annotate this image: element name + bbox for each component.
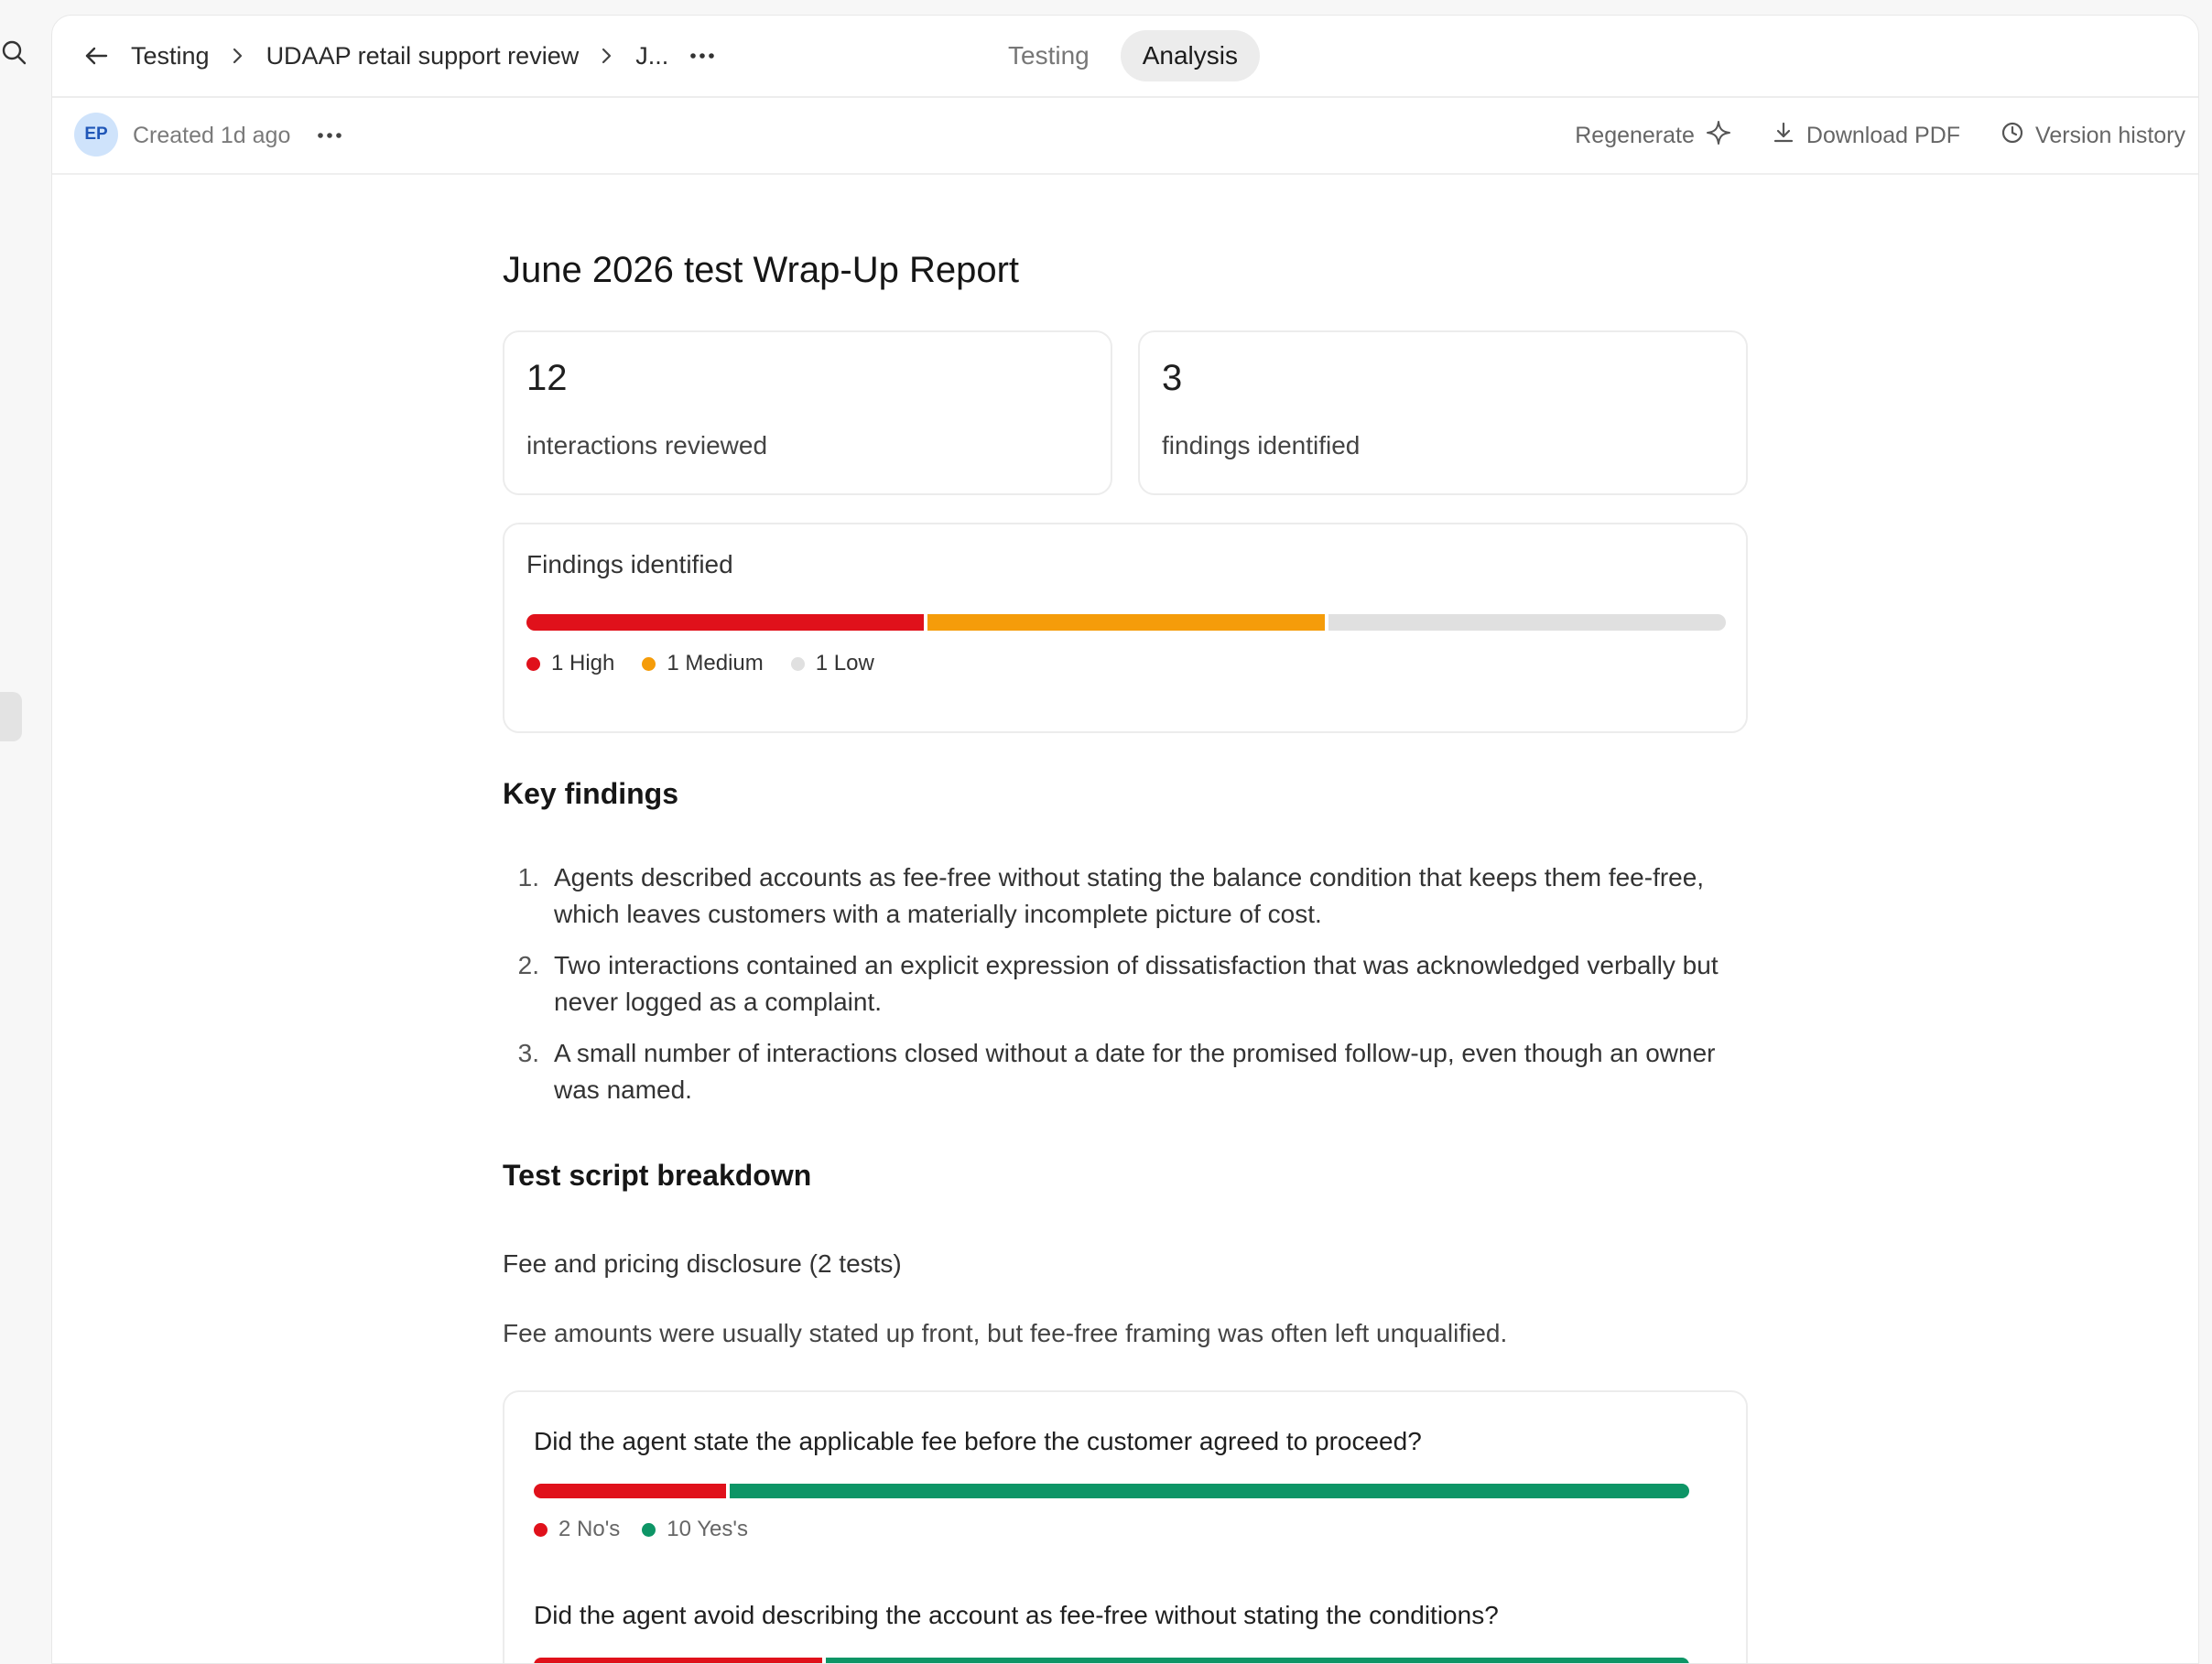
test-group-description: Fee amounts were usually stated up front, but fee-free framing was often left unqualified. xyxy=(503,1319,1508,1347)
mode-tabs xyxy=(986,30,1260,81)
legend-item-no xyxy=(534,1517,620,1542)
back-arrow-icon[interactable] xyxy=(80,39,113,72)
chevron-right-icon xyxy=(599,46,615,66)
list-item xyxy=(503,1035,1748,1108)
avatar[interactable]: EP xyxy=(74,113,118,157)
legend-label: 1 High xyxy=(551,651,615,675)
question-text: Did the agent avoid describing the account as fee-free without stating the conditions? xyxy=(534,1601,1499,1629)
stat-card-interactions xyxy=(503,330,1112,495)
legend-dot xyxy=(791,657,805,671)
download-icon xyxy=(1772,121,1795,151)
clock-icon xyxy=(2001,121,2024,151)
top-bar xyxy=(52,16,2198,98)
stat-label: interactions reviewed xyxy=(526,431,768,459)
legend-label: 1 Medium xyxy=(667,651,764,675)
chevron-right-icon xyxy=(230,46,246,66)
breadcrumb-item[interactable]: UDAAP retail support review xyxy=(266,41,580,70)
breadcrumb-item[interactable]: Testing xyxy=(131,41,210,70)
severity-bar xyxy=(526,614,1726,631)
answer-segment-no xyxy=(534,1484,726,1498)
tests-card xyxy=(503,1390,1748,1664)
answer-segment-no xyxy=(534,1658,822,1664)
legend-item-yes xyxy=(642,1517,748,1542)
answer-segment-yes xyxy=(826,1658,1690,1664)
key-findings-heading: Key findings xyxy=(503,777,679,810)
sparkle-icon xyxy=(1706,120,1731,152)
key-findings-list xyxy=(503,859,1748,1123)
list-number: 3. xyxy=(517,1039,539,1067)
test-question xyxy=(534,1423,1715,1542)
answer-bar xyxy=(534,1658,1689,1664)
created-timestamp: Created 1d ago xyxy=(133,122,291,148)
more-horizontal-icon[interactable] xyxy=(316,122,343,149)
tab-analysis[interactable]: Analysis xyxy=(1121,30,1260,81)
finding-text: A small number of interactions closed without a date for the promised follow-up, even though an owner was named. xyxy=(554,1039,1716,1104)
report-window xyxy=(51,15,2199,1664)
download-pdf-label: Download PDF xyxy=(1805,122,1961,148)
search-icon[interactable] xyxy=(0,38,27,66)
list-number: 1. xyxy=(517,863,539,891)
download-pdf-button[interactable] xyxy=(1772,121,1960,151)
legend-label: 1 Low xyxy=(815,651,874,675)
legend-dot xyxy=(534,1523,548,1537)
findings-summary-card xyxy=(503,523,1748,733)
toolbar-actions xyxy=(1575,98,2185,173)
legend-dot xyxy=(642,1523,656,1537)
severity-segment-medium xyxy=(927,614,1325,631)
legend-label: 2 No's xyxy=(558,1517,621,1541)
question-text: Did the agent state the applicable fee before the customer agreed to proceed? xyxy=(534,1427,1422,1455)
finding-text: Agents described accounts as fee-free without stating the balance condition that keeps them fee-free, which leaves customers with a materially incomplete picture of cost. xyxy=(554,863,1705,928)
list-number: 2. xyxy=(517,951,539,979)
stat-value: 12 xyxy=(526,358,568,398)
breadcrumb xyxy=(131,16,716,96)
stat-value: 3 xyxy=(1162,358,1183,398)
test-group-label: Fee and pricing disclosure (2 tests) xyxy=(503,1249,902,1278)
breadcrumb-item-current[interactable]: J... xyxy=(635,41,669,70)
stat-card-findings xyxy=(1138,330,1748,495)
stat-label: findings identified xyxy=(1162,431,1361,459)
answer-segment-yes xyxy=(730,1484,1689,1498)
answer-legend xyxy=(534,1517,1715,1542)
version-history-button[interactable] xyxy=(2001,121,2185,151)
page-title: June 2026 test Wrap-Up Report xyxy=(503,250,1020,290)
legend-label: 10 Yes's xyxy=(667,1517,748,1541)
legend-dot xyxy=(526,657,540,671)
regenerate-label: Regenerate xyxy=(1575,122,1695,148)
findings-card-title: Findings identified xyxy=(526,550,733,578)
severity-legend xyxy=(526,647,874,680)
regenerate-button[interactable] xyxy=(1575,120,1731,152)
version-history-label: Version history xyxy=(2035,122,2185,148)
severity-segment-low xyxy=(1328,614,1726,631)
severity-segment-high xyxy=(526,614,924,631)
legend-item-medium xyxy=(642,651,763,676)
left-rail xyxy=(0,0,51,1648)
finding-text: Two interactions contained an explicit expression of dissatisfaction that was acknowledged verbally but never logged as a complaint. xyxy=(554,951,1719,1016)
report-toolbar xyxy=(52,98,2198,175)
test-question xyxy=(534,1597,1715,1664)
tab-testing[interactable]: Testing xyxy=(1008,41,1090,70)
more-horizontal-icon[interactable] xyxy=(689,51,716,60)
legend-item-low xyxy=(791,651,874,676)
legend-dot xyxy=(642,657,656,671)
legend-item-high xyxy=(526,651,614,676)
list-item xyxy=(503,859,1748,933)
test-script-breakdown-heading: Test script breakdown xyxy=(503,1159,812,1192)
sidebar-collapse-handle[interactable] xyxy=(0,692,22,741)
answer-bar xyxy=(534,1484,1689,1498)
list-item xyxy=(503,947,1748,1021)
